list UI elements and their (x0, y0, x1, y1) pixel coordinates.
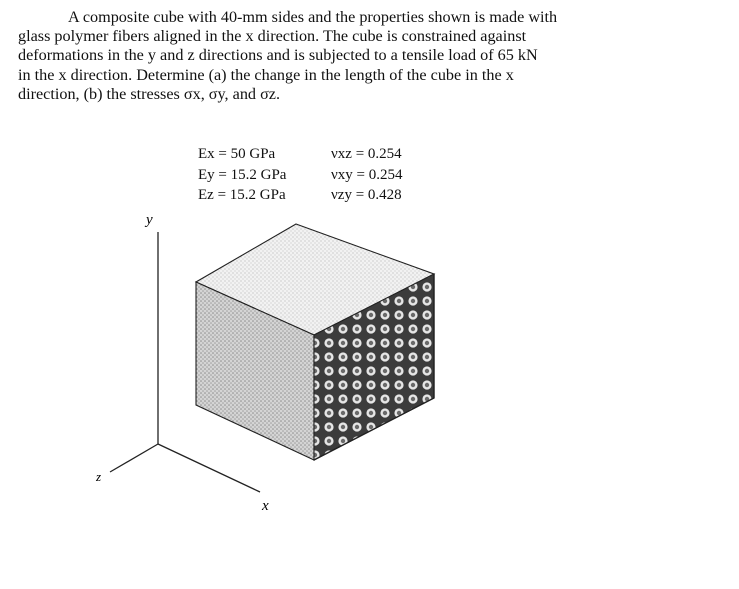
y-axis-label: y (146, 212, 153, 228)
modulus-ez: Ez = 15.2 GPa (198, 187, 286, 203)
cube (196, 224, 434, 460)
x-axis-label: x (262, 498, 269, 514)
problem-line-4: in the x direction. Determine (a) the change in the length of the cube in the x (18, 65, 514, 84)
modulus-ey: Ey = 15.2 GPa (198, 166, 287, 183)
poisson-nu-xz: νxz = 0.254 (331, 146, 402, 162)
poisson-nu-zy: νzy = 0.428 (331, 187, 402, 203)
problem-line-3: deformations in the y and z directions and is subjected to a tensile load of 65 kN (18, 46, 538, 65)
modulus-ex: Ex = 50 GPa (198, 146, 276, 162)
problem-line-1: A composite cube with 40-mm sides and the properties shown is made with (68, 8, 558, 26)
poisson-nu-xy: νxy = 0.254 (331, 166, 403, 183)
z-axis-label: z (96, 469, 102, 484)
problem-line-5: direction, (b) the stresses σx, σy, and σz. (18, 84, 281, 103)
z-axis-line (110, 444, 158, 472)
x-axis-line (158, 444, 260, 492)
problem-line-2: glass polymer fibers aligned in the x direction. The cube is constrained against (18, 27, 527, 46)
